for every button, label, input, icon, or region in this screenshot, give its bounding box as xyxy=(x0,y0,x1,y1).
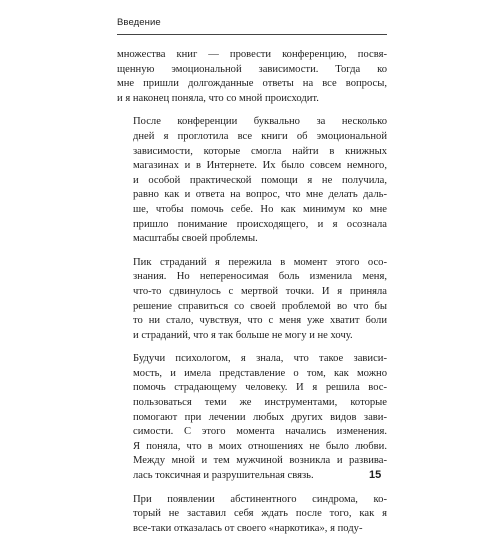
text-line: Пик страданий я пережила в момент этого осо- xyxy=(133,256,387,268)
text-line: лась токсичная и разрушительная связь. xyxy=(133,470,314,482)
text-line: Между мной и тем мужчиной возникла и развива- xyxy=(133,455,387,467)
text-line: Будучи психологом, я знала, что такое зависи- xyxy=(133,353,387,365)
text-line: все-таки отказалась от своего «наркотика», я поду- xyxy=(133,522,363,534)
running-header xyxy=(117,14,387,36)
text-line: симости. С этого момента начались изменения. xyxy=(133,426,387,438)
body-text xyxy=(117,48,387,545)
text-line: При появлении абстинентного синдрома, ко- xyxy=(133,493,387,505)
text-line: то ни стало, чувствуя, что с меня уже хватит боли xyxy=(133,315,387,327)
text-line: щенную эмоциональной зависимости. Тогда ко xyxy=(117,63,387,75)
text-line: пришло понимание происходящего, и я осознала xyxy=(133,218,387,230)
text-line: знания. Но непереносимая боль изменила меня, xyxy=(133,271,387,283)
text-line: мне пришли долгожданные ответы на все вопросы, xyxy=(117,78,387,90)
text-line: помочь страдающему человеку. И я решила вос- xyxy=(133,382,387,394)
paragraph xyxy=(117,48,387,106)
text-line: зависимости, которые смогла найти в книжных xyxy=(133,145,387,157)
text-line: мость, и имела представление о том, как можно xyxy=(133,367,387,379)
header-rule xyxy=(117,34,387,35)
text-line: помогают при лечении любых других видов зави- xyxy=(133,411,387,423)
text-line: множества книг — провести конференцию, посвя- xyxy=(117,49,387,60)
text-line: что-то сдвинулось с мертвой точки. И я приняла xyxy=(133,285,387,297)
text-line: ше, чтобы помочь себе. Но как минимум ко мне xyxy=(133,203,387,215)
text-line: и страданий, что я так больше не могу и не хочу. xyxy=(133,329,353,341)
paragraph xyxy=(117,256,387,344)
paragraph xyxy=(117,493,387,537)
text-line: и я наконец поняла, что со мной происходит. xyxy=(117,92,319,104)
page-number: 15 xyxy=(369,469,382,481)
text-line: магазинах и в Интернете. Их было совсем немного, xyxy=(133,160,387,172)
text-line: пользоваться теми же инструментами, которые xyxy=(133,397,387,409)
chapter-title: Введение xyxy=(117,17,161,28)
text-line: Я поняла, что в моих отношениях не было любви. xyxy=(133,440,387,452)
paragraph xyxy=(117,115,387,246)
text-line: дней я проглотила все книги об эмоциональной xyxy=(133,130,387,142)
text-line: равно как и ответа на вопрос, что мне делать даль- xyxy=(133,189,387,201)
text-line: После конференции буквально за несколько xyxy=(133,116,387,128)
paragraph xyxy=(117,352,387,483)
text-line: масштабы своей проблемы. xyxy=(133,233,258,245)
text-line: решение справиться со своей проблемой во что бы xyxy=(133,300,387,312)
text-line: и особой практической помощи я не получила, xyxy=(133,174,387,186)
text-line: торый не заставил себя ждать после того, как я xyxy=(133,508,387,520)
